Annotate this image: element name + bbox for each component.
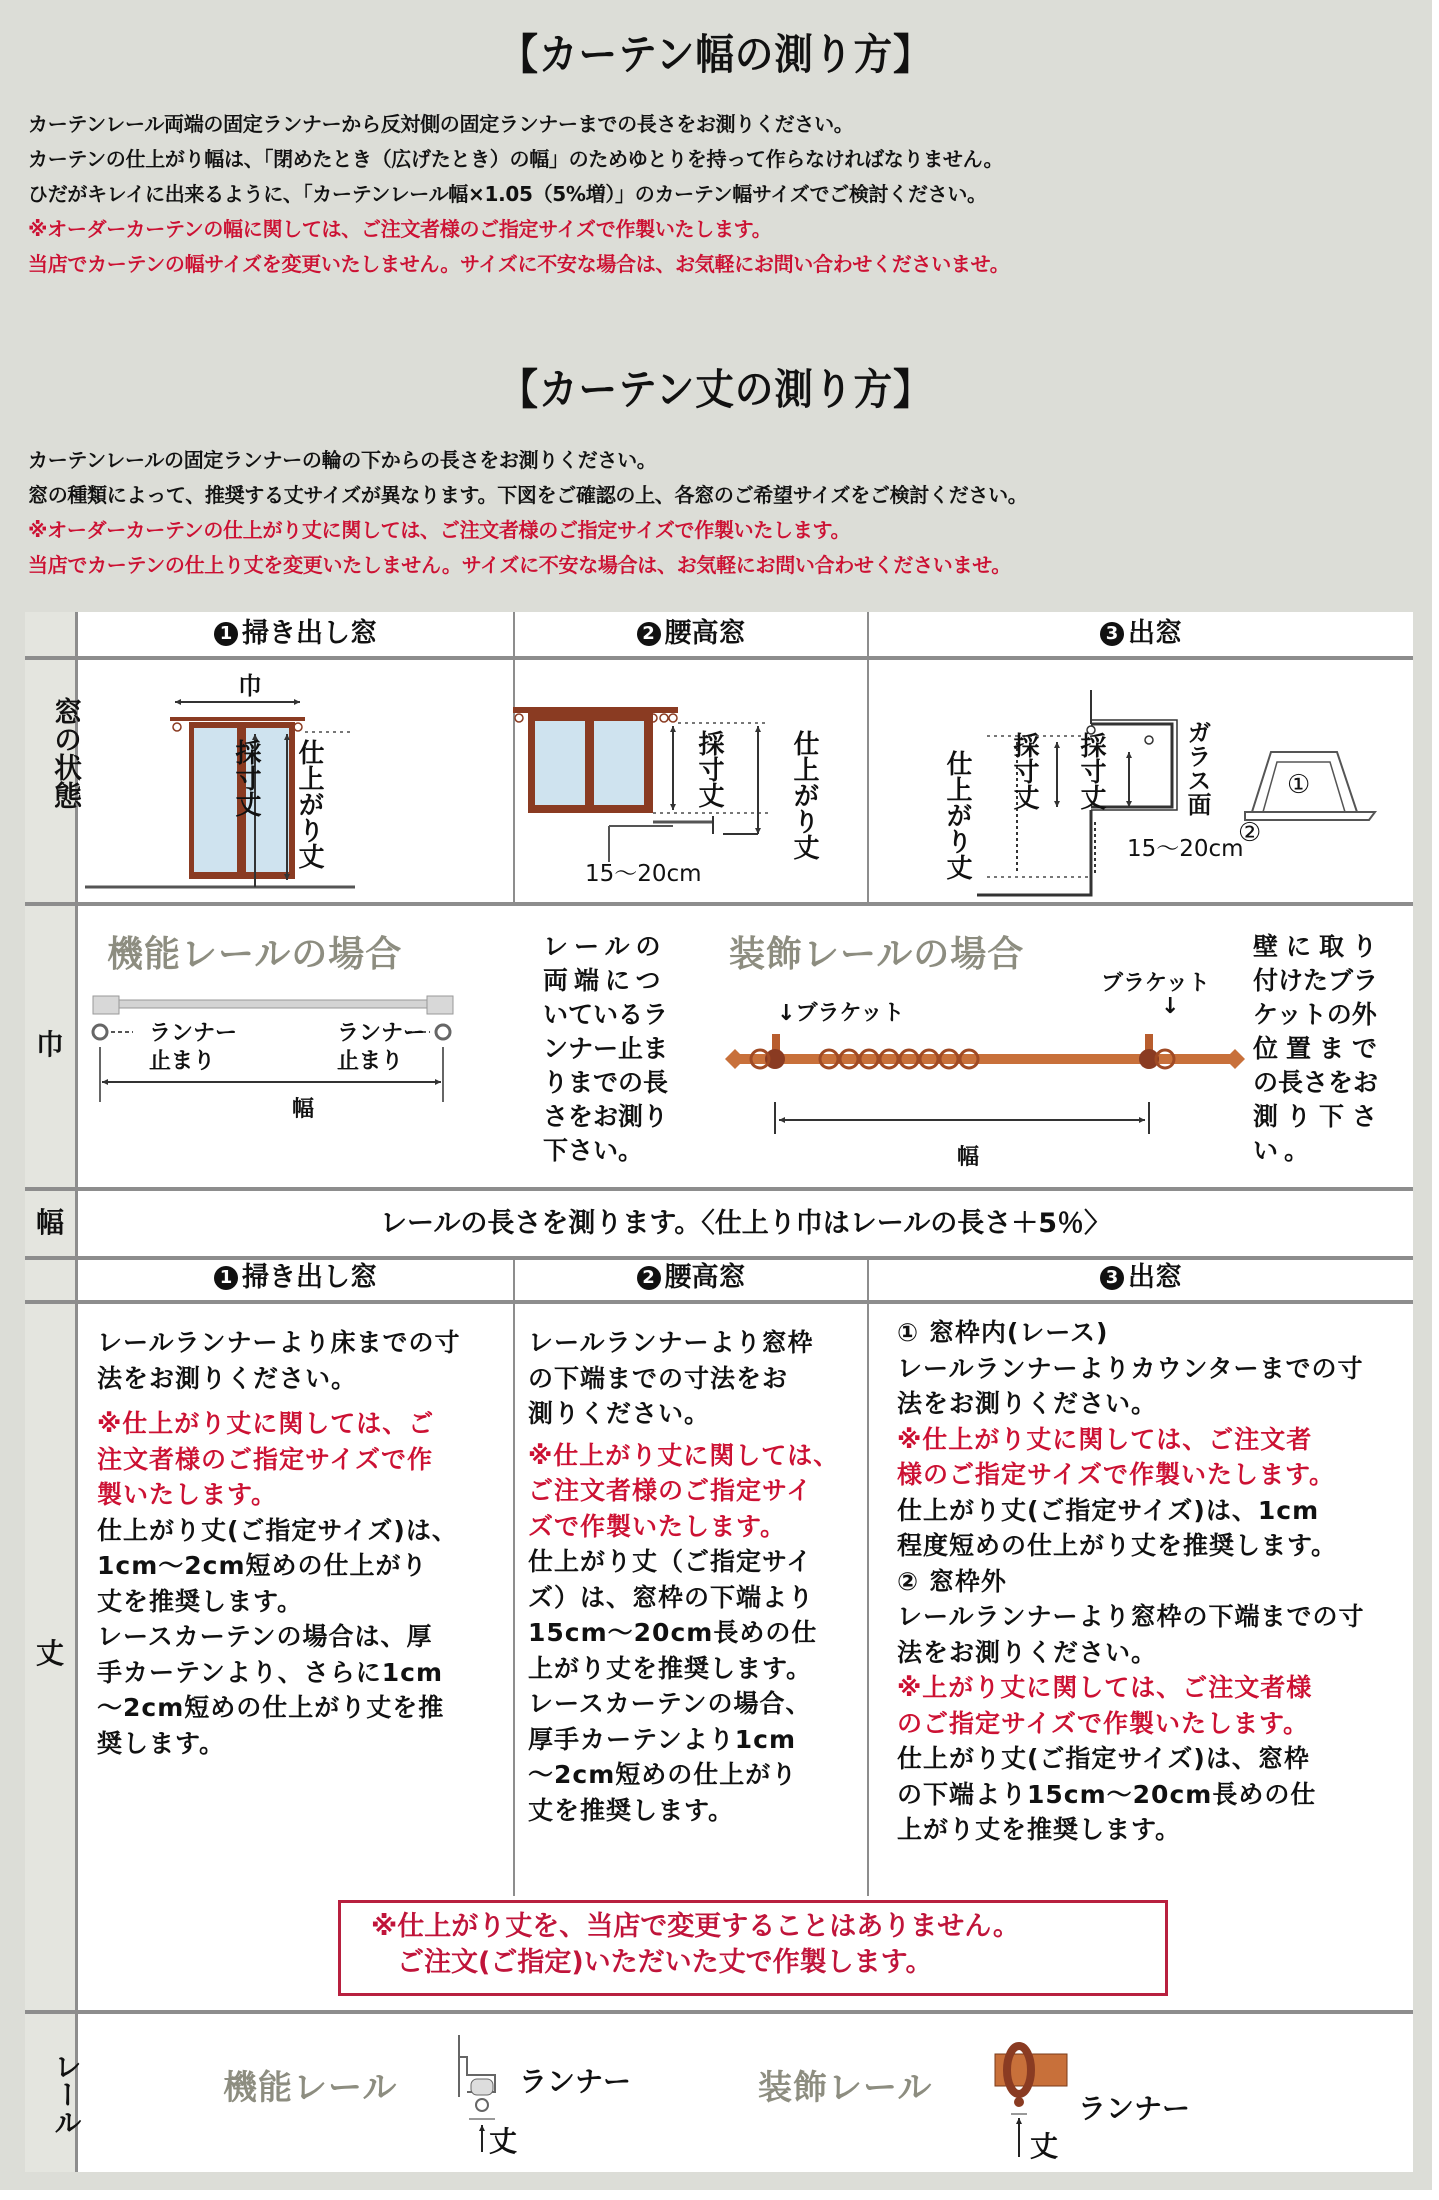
runner-stop-left-label: ランナー 止まり bbox=[149, 1021, 238, 1074]
width-section-text bbox=[28, 107, 1009, 282]
functional-rail-note: レールの 両端につ いているラ ンナー止ま りまでの長 さをお測り 下さい。 bbox=[543, 932, 669, 1165]
functional-length-label: 丈 bbox=[489, 2125, 518, 2158]
column-header-hakidashi: 1 掃き出し窓 bbox=[78, 614, 513, 654]
diagram-measure-length-label-2: 採寸丈 bbox=[694, 730, 724, 808]
functional-rail-label: 機能レール bbox=[223, 2068, 398, 2108]
notice-line-1: ※仕上がり丈を、当店で変更することはありません。 bbox=[371, 1911, 1020, 1942]
row-label-length: 丈 bbox=[35, 1637, 64, 1670]
width-line-3: ひだがキレイに出来るように、「カーテンレール幅×1.05（5%増）」のカーテン幅サイズでご検討ください。 bbox=[28, 182, 987, 206]
bracket-left-label: ↓ブラケット bbox=[777, 1001, 905, 1026]
column-header-hakidashi-2: 1 掃き出し窓 bbox=[78, 1258, 513, 1298]
length-warning-1: ※オーダーカーテンの仕上がり丈に関しては、ご注文者様のご指定サイズで作製いたします。 bbox=[28, 518, 851, 542]
decorative-rail-note: 壁に取り 付けたブラ ケットの外 位置まで の長さをお 測り下さ い。 bbox=[1253, 932, 1386, 1165]
column-header-koshidaka-2: 2 腰高窓 bbox=[515, 1258, 867, 1298]
number-badge: 1 bbox=[214, 622, 238, 646]
number-badge: 2 bbox=[637, 622, 661, 646]
decorative-rail-diagram bbox=[725, 902, 1255, 1142]
measurement-table bbox=[25, 612, 1413, 2172]
diagram-finished-length-label-2: 仕上がり丈 bbox=[789, 730, 819, 860]
runner-stop-right-label: ランナー 止まり bbox=[337, 1021, 426, 1074]
row-label-rail: レール bbox=[50, 2052, 83, 2136]
length-section-title: 【カーテン丈の測り方】 bbox=[499, 365, 933, 414]
notice-line-2: ご注文(ご指定)いただいた丈で作製します。 bbox=[397, 1947, 933, 1978]
notice-box bbox=[338, 1900, 1168, 1996]
functional-rail-diagram bbox=[78, 902, 518, 1102]
decorative-runner-label: ランナー bbox=[1078, 2092, 1191, 2125]
length-section-text bbox=[28, 443, 1028, 583]
column-header-demado-2: 3 出窓 bbox=[869, 1258, 1413, 1298]
width-warning-2: 当店でカーテンの幅サイズを変更いたしません。サイズに不安な場合は、お気軽にお問い合わせくださいませ。 bbox=[28, 252, 1010, 276]
diagram-finished-length-label-3: 仕上がり丈 bbox=[942, 750, 972, 880]
length-warning-2: 当店でカーテンの仕上り丈を変更いたしません。サイズに不安な場合は、お気軽にお問い合わせくださいませ。 bbox=[28, 553, 1011, 577]
decorative-rail-title: 装飾レールの場合 bbox=[729, 934, 1025, 975]
length-cell-hakidashi: レールランナーより床までの寸 法をお測りください。 ※仕上がり丈に関しては、ご 注文者様のご指定サイズで作 製いたします。 仕上がり丈(ご指定サイズ)は、 1cm〜2cm短めの仕上がり 丈を推奨します。 レースカーテンの場合は、厚 手カーテンより、さらに1cm 〜2cm短めの仕上がり丈を推 奨します。 bbox=[97, 1328, 461, 1758]
diagram-glass-face-label: ガラス面 bbox=[1183, 720, 1211, 816]
haba-row-text: レールの長さを測ります。〈仕上り巾はレールの長さ＋5％〉 bbox=[379, 1208, 1112, 1239]
functional-runner-label: ランナー bbox=[519, 2065, 632, 2098]
diagram-finished-length-label: 仕上がり丈 bbox=[294, 739, 324, 869]
width-warning-1: ※オーダーカーテンの幅に関しては、ご注文者様のご指定サイズで作製いたします。 bbox=[28, 217, 772, 241]
diagram-measure-length-label-3b: 採寸丈 bbox=[1076, 732, 1106, 810]
divider bbox=[25, 2010, 1413, 2014]
diagram-range-label-3: 15〜20cm bbox=[1127, 836, 1244, 862]
number-badge: 2 bbox=[637, 1266, 661, 1290]
column-header-demado: 3 出窓 bbox=[869, 614, 1413, 654]
row-label-haba: 幅 bbox=[35, 1206, 64, 1239]
length-cell-demado: ① 窓枠内(レース) レールランナーよりカウンターまでの寸 法をお測りください。 ※仕上がり丈に関しては、ご注文者 様のご指定サイズで作製いたします。 仕上がり丈(ご指定サイズ)は、1cm 程度短めの仕上がり丈を推奨します。 ② 窓枠外 レールランナーより窓枠の下端までの寸 法をお測りください。 ※上がり丈に関しては、ご注文者様 のご指定サイズで作製いたします。 仕上がり丈(ご指定サイズ)は、窓枠 の下端より15cm〜20cm長めの仕 上がり丈を推奨します。 bbox=[897, 1318, 1365, 1844]
bracket-arrow-icon: ↓ bbox=[1161, 994, 1180, 1019]
divider bbox=[867, 1256, 869, 1896]
length-line-2: 窓の種類によって、推奨する丈サイズが異なります。下図をご確認の上、各窓のご希望サイズをご検討ください。 bbox=[28, 483, 1028, 507]
width-line-1: カーテンレール両端の固定ランナーから反対側の固定ランナーまでの長さをお測りください。 bbox=[28, 112, 854, 136]
number-badge: 3 bbox=[1100, 1266, 1124, 1290]
decorative-rail-width-label: 幅 bbox=[957, 1145, 980, 1170]
divider bbox=[513, 1256, 515, 1896]
diagram-circled-2: ② bbox=[1238, 818, 1262, 848]
width-line-2: カーテンの仕上がり幅は、「閉めたとき（広げたとき）の幅」のためゆとりを持って作らなければなりません。 bbox=[28, 147, 1004, 171]
decorative-rail-label: 装飾レール bbox=[758, 2068, 933, 2108]
bracket-right-label: ブラケット bbox=[1101, 971, 1210, 996]
decorative-length-label: 丈 bbox=[1030, 2130, 1059, 2163]
diagram-range-label: 15〜20cm bbox=[585, 861, 702, 887]
functional-rail-width-label: 幅 bbox=[292, 1097, 315, 1122]
row-label-width: 巾 bbox=[35, 1028, 64, 1061]
diagram-measure-length-label-3a: 採寸丈 bbox=[1009, 732, 1039, 810]
diagram-width-label: 巾 bbox=[238, 672, 262, 700]
row-label-window-state: 窓の状態 bbox=[50, 697, 83, 809]
divider bbox=[25, 1187, 1413, 1191]
width-section-title: 【カーテン幅の測り方】 bbox=[499, 30, 933, 79]
length-line-1: カーテンレールの固定ランナーの輪の下からの長さをお測りください。 bbox=[28, 448, 657, 472]
diagram-measure-length-label: 採寸丈 bbox=[231, 739, 261, 817]
column-header-koshidaka: 2 腰高窓 bbox=[515, 614, 867, 654]
length-cell-koshidaka: レールランナーより窓枠 の下端までの寸法をお 測りください。 ※仕上がり丈に関しては、 ご注文者様のご指定サイ ズで作製いたします。 仕上がり丈（ご指定サイ ズ）は、窓枠の下端より 15cm〜20cm長めの仕 上がり丈を推奨します。 レースカーテンの場合、 厚手カーテンより1cm 〜2cm短めの仕上がり 丈を推奨します。 bbox=[528, 1328, 840, 1825]
diagram-circled-1: ① bbox=[1287, 770, 1311, 800]
number-badge: 3 bbox=[1100, 622, 1124, 646]
hakidashi-window-diagram bbox=[25, 612, 515, 902]
divider bbox=[25, 1300, 1413, 1304]
number-badge: 1 bbox=[214, 1266, 238, 1290]
functional-rail-title: 機能レールの場合 bbox=[107, 934, 403, 975]
